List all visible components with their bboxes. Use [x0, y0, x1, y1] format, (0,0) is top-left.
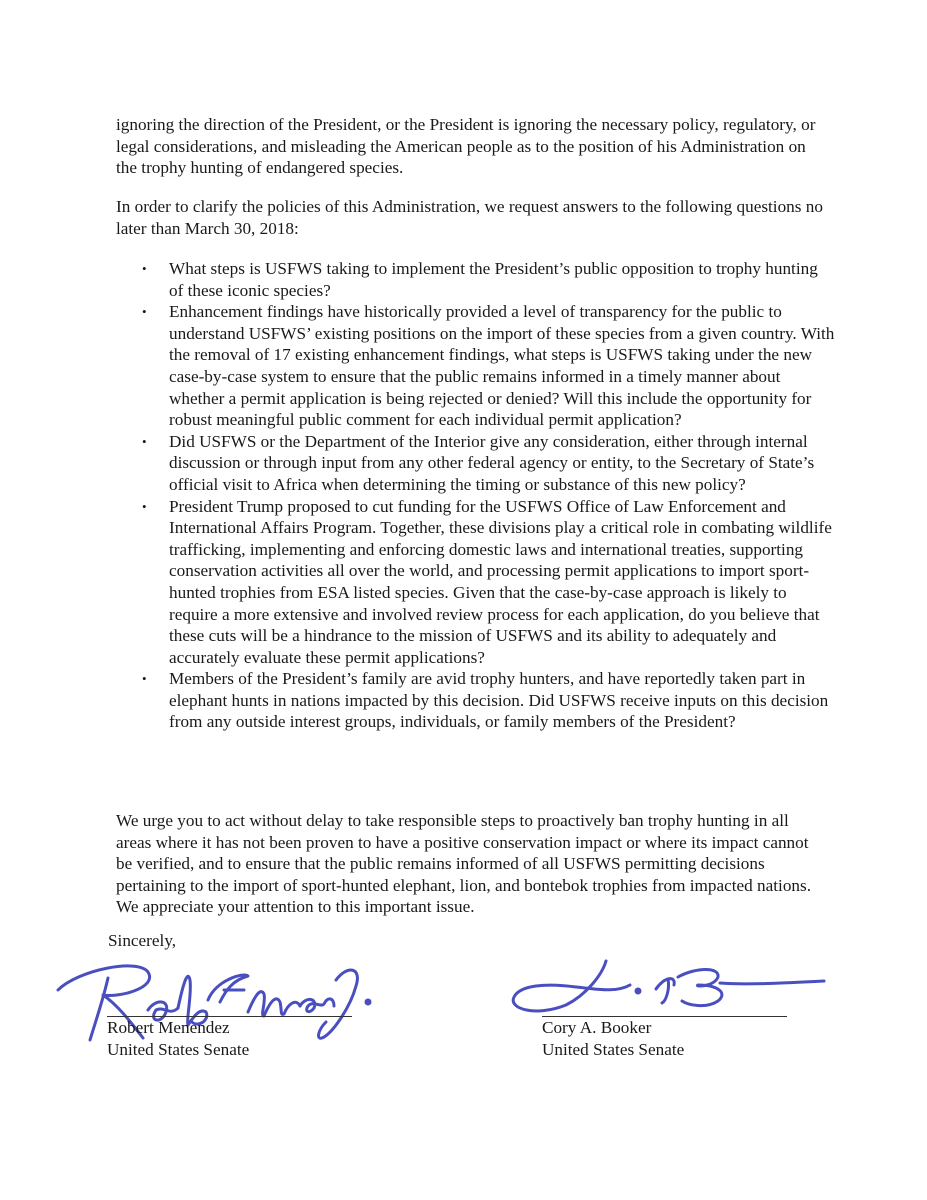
bullet-icon: •: [142, 671, 147, 687]
question-text: What steps is USFWS taking to implement the President’s public opposition to trophy hunting of these iconic species?: [169, 259, 818, 300]
questions-list: [116, 258, 836, 733]
signatory-title: United States Senate: [542, 1039, 685, 1059]
bullet-icon: •: [142, 433, 147, 449]
signatory-booker: [542, 1016, 787, 1060]
closing-salutation: Sincerely,: [108, 931, 177, 950]
question-text: Enhancement findings have historically provided a level of transparency for the public to understand USFWS’ existing positions on the import of these species from a given country. With the removal of 17 existing enhancement findings, what steps is USFWS taking under the new case-by-case system to ensure that the public remains informed in a timely manner about whether a permit application is being rejected or denied? Will this include the opportunity for robust meaningful public comment for each individual permit application?: [169, 302, 835, 430]
bullet-icon: •: [142, 498, 147, 514]
signatory-name: Cory A. Booker: [542, 1018, 652, 1037]
question-text: Did USFWS or the Department of the Interior give any consideration, either through internal discussion or through input from any other federal agency or entity, to the Secretary of State’s official visit to Africa when determining the timing or substance of this new policy?: [169, 431, 815, 494]
list-item: [116, 431, 836, 496]
list-item: [116, 301, 836, 431]
question-text: Members of the President’s family are avid trophy hunters, and have reportedly taken part in elephant hunts in nations impacted by this decision. Did USFWS receive inputs on this decision from any outside interest groups, individuals, or family members of the President?: [169, 669, 829, 732]
paragraph-opening: ignoring the direction of the President, or the President is ignoring the necessary policy, regulatory, or legal considerations, and misleading the American people as to the position of his Administration on the trophy hunting of endangered species.: [116, 115, 816, 178]
bullet-icon: •: [142, 304, 147, 320]
paragraph-urge: We urge you to act without delay to take responsible steps to proactively ban trophy hunting in all areas where it has not been proven to have a positive conservation impact or where its impact cannot be verified, and to ensure that the public remains informed of all USFWS permitting decisions pertaining to the import of sport-hunted elephant, lion, and bontebok trophies from impacted nations. We appreciate your attention to this important issue.: [116, 811, 811, 917]
paragraph-request: In order to clarify the policies of this Administration, we request answers to the following questions no later than March 30, 2018:: [116, 197, 823, 238]
bullet-icon: •: [142, 261, 147, 276]
signatory-menendez: [107, 1016, 352, 1060]
list-item: [116, 258, 836, 301]
signature-booker-icon: [506, 955, 831, 1025]
signatory-name: Robert Menendez: [107, 1018, 230, 1037]
list-item: [116, 496, 836, 669]
signatory-title: United States Senate: [107, 1039, 250, 1059]
list-item: [116, 668, 836, 733]
question-text: President Trump proposed to cut funding for the USFWS Office of Law Enforcement and International Affairs Program. Together, these divisions play a critical role in combating wildlife trafficking, implementing and enforcing domestic laws and international treaties, supporting conservation activities all over the world, and processing permit applications to import sport-hunted trophies from ESA listed species. Given that the case-by-case approach is likely to require a more extensive and involved review process for each application, do you believe that these cuts will be a hindrance to the mission of USFWS and its ability to adequately and accurately evaluate these permit applications?: [169, 496, 832, 667]
